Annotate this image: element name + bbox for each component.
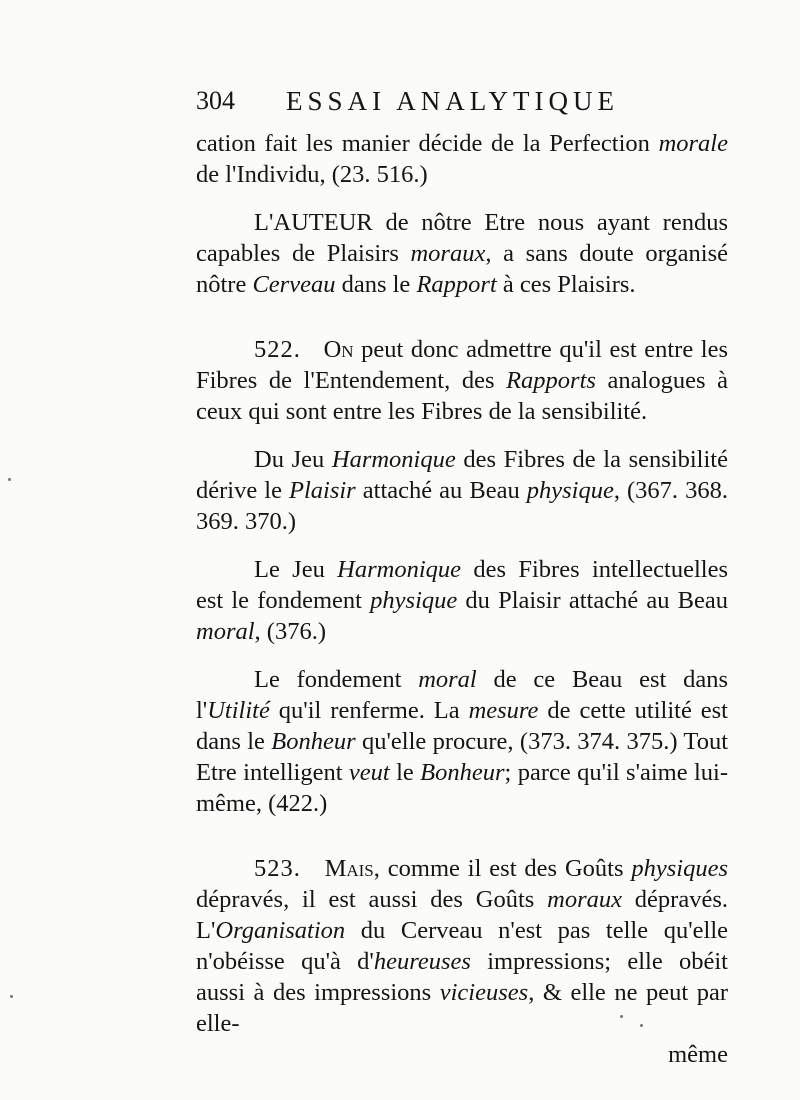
paper-speck — [620, 1015, 623, 1018]
paper-speck — [8, 478, 11, 481]
page-number: 304 — [196, 86, 235, 115]
paper-speck — [640, 1024, 643, 1027]
paragraph-continued: cation fait les manier décide de la Perfection morale de l'Individu, (23. 516.) — [196, 130, 728, 188]
section-number: 522. — [254, 336, 301, 363]
paper-speck — [10, 995, 13, 998]
paragraph-jeu-harmonique: Du Jeu Harmonique des Fibres de la sensibilité dérive le Plaisir attaché au Beau physique, (367. 368. 369. 370.) — [196, 446, 728, 535]
catchword: même — [668, 1041, 728, 1068]
section-number: 523. — [254, 855, 301, 882]
section-522: 522. On peut donc admettre qu'il est entre les Fibres de l'Entendement, des Rapports analogues à ceux qui sont entre les Fibres de la sensibilité. — [196, 336, 729, 425]
section-523: 523. Mais, comme il est des Goûts physiques dépravés, il est aussi des Goûts moraux dépravés. L'Organisation du Cerveau n'est pas telle qu'elle n'obéisse qu'à d'heureuses impressions; elle obéit aussi à des impressions vicieuses, & elle ne peut par elle- — [196, 855, 729, 1037]
body-text — [196, 128, 728, 1070]
paragraph-fibres-intellectuelles: Le Jeu Harmonique des Fibres intellectuelles est le fondement physique du Plaisir attaché au Beau moral, (376.) — [196, 556, 728, 645]
paragraph-fondement-moral: Le fondement moral de ce Beau est dans l'Utilité qu'il renferme. La mesure de cette utilité est dans le Bonheur qu'elle procure, (373. 374. 375.) Tout Etre intelligent veut le Bonheur; parce qu'il s'aime lui-même, (422.) — [196, 666, 728, 817]
page-header — [196, 86, 736, 126]
running-title: ESSAI ANALYTIQUE — [286, 86, 620, 116]
paragraph-auteur: L'AUTEUR de nôtre Etre nous ayant rendus capables de Plaisirs moraux, a sans doute organisé nôtre Cerveau dans le Rapport à ces Plaisirs. — [196, 209, 728, 298]
